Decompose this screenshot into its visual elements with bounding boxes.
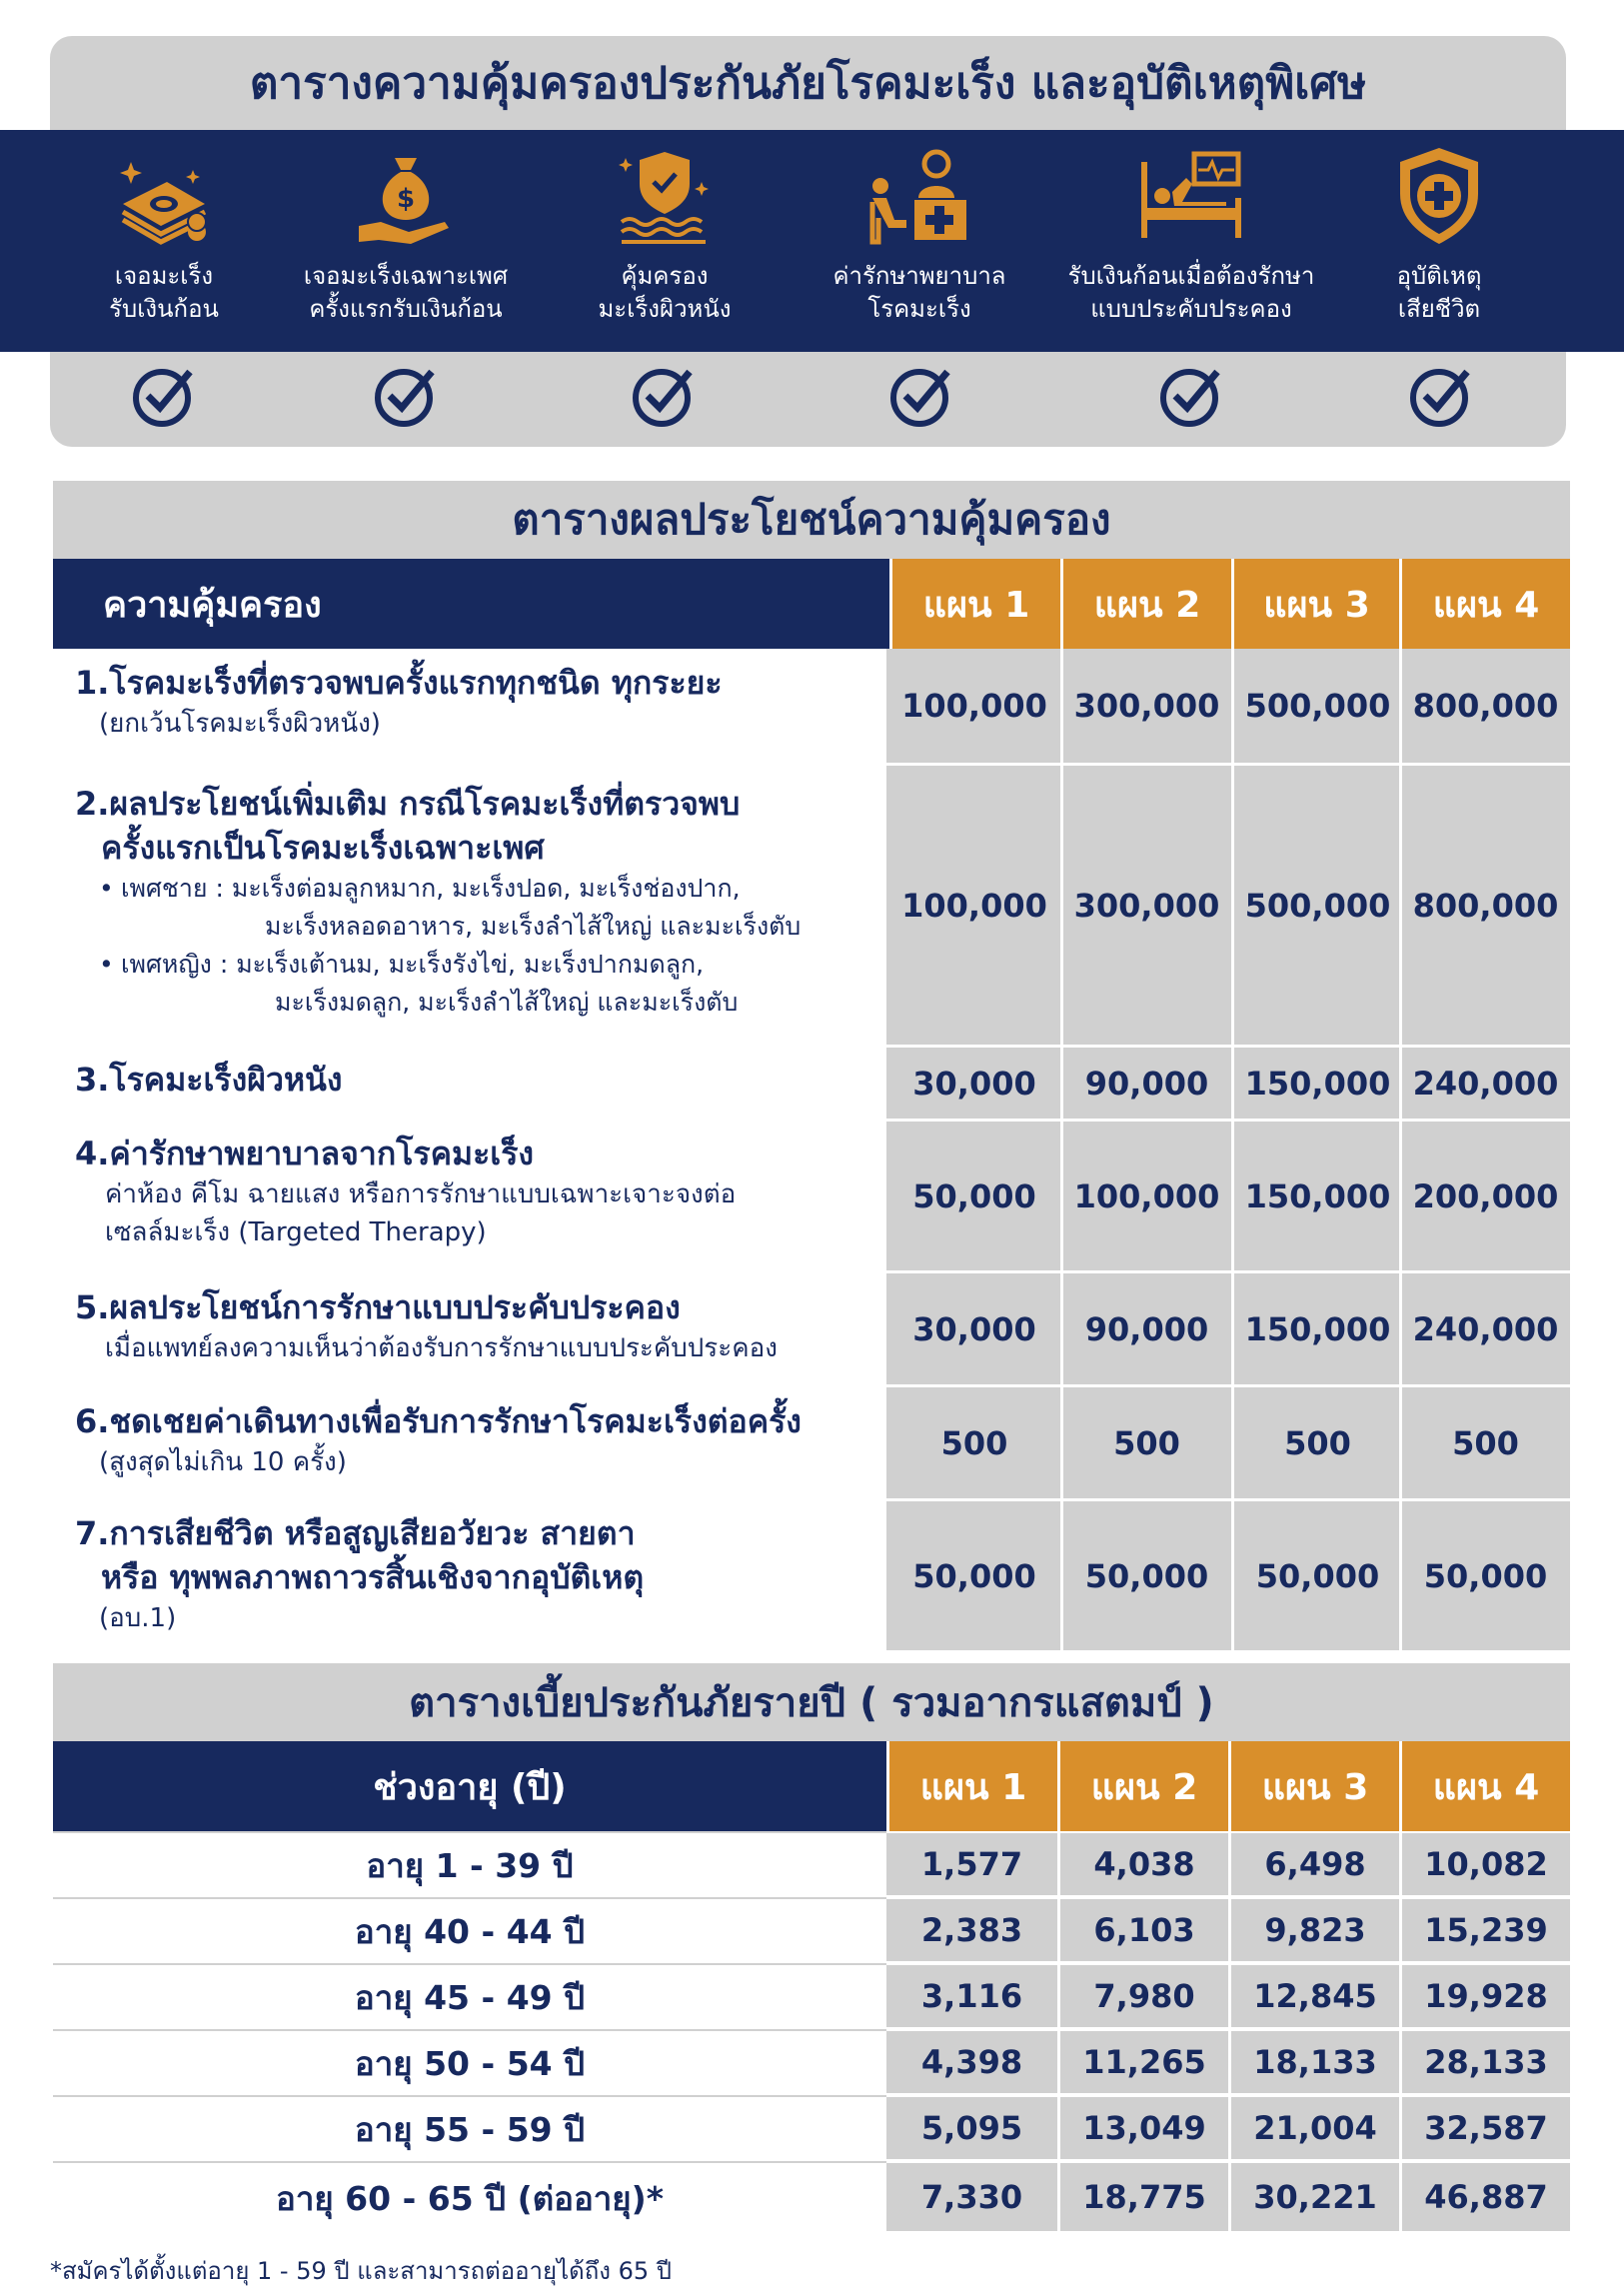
coverage-column-header: ความคุ้มครอง	[53, 559, 889, 649]
age-range: อายุ 1 - 39 ปี	[53, 1833, 886, 1897]
benefit-title-cont: ครั้งแรกเป็นโรคมะเร็งเฉพาะเพศ	[101, 829, 545, 867]
table-row	[53, 1963, 1570, 2029]
footnote: *สมัครได้ตั้งแต่อายุ 1 - 59 ปี และสามารถต่ออายุได้ถึง 65 ปี	[50, 2257, 673, 2285]
benefit-title: 4.ค่ารักษาพยาบาลจากโรคมะเร็ง	[75, 1135, 535, 1172]
coverage-item-label: รับเงินก้อนเมื่อต้องรักษา แบบประคับประคอง	[1067, 262, 1315, 323]
benefit-value: 240,000	[1399, 1048, 1569, 1119]
benefit-value: 50,000	[912, 1556, 1036, 1595]
benefit-value: 500	[1399, 1387, 1569, 1498]
benefit-bullet-female: • เพศหญิง : มะเร็งเต้านม, มะเร็งรังไข่, มะเร็งปากมดลูก,	[99, 950, 705, 979]
plan-3-header: แผน 3	[1234, 559, 1399, 649]
benefit-note: เมื่อแพทย์ลงความเห็นว่าต้องรับการรักษาแบบประคับประคอง	[105, 1333, 778, 1363]
benefits-table-header	[53, 559, 1570, 649]
benefit-value: 90,000	[1060, 1048, 1230, 1119]
premium-value: 5,095	[920, 2109, 1023, 2147]
premium-value: 12,845	[1228, 1965, 1399, 2027]
benefit-value: 150,000	[1231, 1273, 1401, 1384]
premium-table-header	[53, 1741, 1570, 1831]
coverage-summary-title: ตารางความคุ้มครองประกันภัยโรคมะเร็ง และอุบัติเหตุพิเศษ	[249, 58, 1367, 109]
benefits-table-title: ตารางผลประโยชน์ความคุ้มครอง	[53, 481, 1570, 559]
premium-value: 3,116	[920, 1977, 1023, 2015]
svg-text:$: $	[396, 184, 416, 214]
coverage-item-label: ค่ารักษาพยาบาล โรคมะเร็ง	[832, 262, 1006, 323]
benefit-note: ค่าห้อง คีโม ฉายแสง หรือการรักษาแบบเฉพาะเจาะจงต่อ	[105, 1179, 737, 1209]
premium-value: 18,133	[1228, 2031, 1399, 2093]
benefit-title: 1.โรคมะเร็งที่ตรวจพบครั้งแรกทุกชนิด ทุกระยะ	[75, 664, 723, 702]
hospital-bed-icon	[1136, 142, 1246, 252]
benefits-table-body	[53, 649, 1570, 1650]
check-circle-icon	[374, 364, 438, 428]
benefit-value: 100,000	[1060, 1122, 1230, 1270]
benefit-value: 50,000	[912, 1176, 1036, 1215]
table-row	[53, 2029, 1570, 2095]
benefit-value: 100,000	[901, 687, 1047, 725]
premium-value: 6,498	[1228, 1833, 1399, 1895]
benefit-title: 7.การเสียชีวิต หรือสูญเสียอวัยวะ สายตา	[75, 1514, 636, 1552]
coverage-item-cancer-treatment	[790, 130, 1049, 352]
table-row	[53, 2161, 1570, 2233]
benefit-value: 150,000	[1231, 1048, 1401, 1119]
coverage-item-palliative-care	[1061, 130, 1321, 352]
plan-4-header: แผน 4	[1402, 559, 1570, 649]
age-range: อายุ 45 - 49 ปี	[53, 1965, 886, 2029]
premium-value: 6,103	[1057, 1899, 1228, 1961]
coverage-item-label: อุบัติเหตุ เสียชีวิต	[1396, 262, 1482, 323]
plan-1-header: แผน 1	[892, 559, 1060, 649]
money-stack-icon	[109, 142, 219, 252]
benefit-value: 800,000	[1399, 649, 1569, 763]
benefit-value: 150,000	[1231, 1122, 1401, 1270]
benefit-bullet-male: • เพศชาย : มะเร็งต่อมลูกหมาก, มะเร็งปอด, มะเร็งช่องปาก,	[99, 874, 741, 903]
benefit-title: 5.ผลประโยชน์การรักษาแบบประคับประคอง	[75, 1288, 681, 1326]
benefit-note: (สูงสุดไม่เกิน 10 ครั้ง)	[99, 1447, 347, 1477]
benefit-note: เซลล์มะเร็ง (Targeted Therapy)	[105, 1217, 487, 1247]
premium-value: 7,980	[1057, 1965, 1228, 2027]
table-row	[53, 1831, 1570, 1897]
coverage-icon-band	[0, 130, 1624, 352]
benefit-value: 800,000	[1399, 766, 1569, 1045]
benefit-value: 500	[940, 1423, 1008, 1462]
premium-value: 28,133	[1399, 2031, 1570, 2093]
benefit-bullet-female-cont: มะเร็งมดลูก, มะเร็งลำไส้ใหญ่ และมะเร็งตับ	[275, 988, 739, 1017]
plan-3-header: แผน 3	[1231, 1741, 1399, 1831]
benefit-bullet-male-cont: มะเร็งหลอดอาหาร, มะเร็งลำไส้ใหญ่ และมะเร็งตับ	[265, 912, 802, 941]
premium-value: 2,383	[920, 1911, 1023, 1949]
premium-value: 10,082	[1399, 1833, 1570, 1895]
benefit-value: 300,000	[1060, 766, 1230, 1045]
money-bag-hand-icon	[351, 142, 461, 252]
premium-value: 18,775	[1057, 2163, 1228, 2231]
benefit-title: 6.ชดเชยค่าเดินทางเพื่อรับการรักษาโรคมะเร็งต่อครั้ง	[75, 1402, 802, 1440]
benefit-value: 50,000	[1060, 1501, 1230, 1650]
premium-value: 7,330	[920, 2178, 1023, 2216]
check-circle-icon	[1409, 364, 1473, 428]
plan-2-header: แผน 2	[1060, 1741, 1228, 1831]
check-circle-icon	[1159, 364, 1223, 428]
check-circle-icon	[889, 364, 953, 428]
premium-value: 21,004	[1228, 2097, 1399, 2159]
age-range: อายุ 60 - 65 ปี (ต่ออายุ)*	[53, 2163, 886, 2233]
doctor-patient-icon	[864, 142, 974, 252]
premium-value: 46,887	[1399, 2163, 1570, 2231]
premium-value: 15,239	[1399, 1899, 1570, 1961]
benefit-value: 100,000	[901, 886, 1047, 925]
age-column-header: ช่วงอายุ (ปี)	[53, 1741, 886, 1831]
coverage-item-label: คุ้มครอง มะเร็งผิวหนัง	[598, 262, 732, 323]
coverage-item-skin-cancer	[535, 130, 795, 352]
coverage-item-accident-death	[1309, 130, 1569, 352]
benefit-title-cont: หรือ ทุพพลภาพถาวรสิ้นเชิงจากอุบัติเหตุ	[101, 1558, 645, 1596]
shield-skin-icon	[610, 142, 720, 252]
premium-value: 30,221	[1228, 2163, 1399, 2231]
coverage-item-label: เจอมะเร็ง รับเงินก้อน	[109, 262, 219, 323]
table-row	[53, 649, 1570, 763]
age-range: อายุ 40 - 44 ปี	[53, 1899, 886, 1963]
benefit-value: 50,000	[1399, 1501, 1569, 1650]
benefit-value: 240,000	[1399, 1273, 1569, 1384]
benefit-title: 3.โรคมะเร็งผิวหนัง	[75, 1061, 343, 1099]
premium-value: 13,049	[1057, 2097, 1228, 2159]
table-row	[53, 1897, 1570, 1963]
coverage-item-cancer-lump-sum	[34, 130, 294, 352]
plan-2-header: แผน 2	[1063, 559, 1231, 649]
premium-table-title: ตารางเบี้ยประกันภัยรายปี ( รวมอากรแสตมป์ )	[53, 1663, 1570, 1741]
benefit-value: 50,000	[1231, 1501, 1401, 1650]
table-row	[53, 2095, 1570, 2161]
coverage-item-label: เจอมะเร็งเฉพาะเพศ ครั้งแรกรับเงินก้อน	[303, 262, 509, 323]
table-row	[53, 1119, 1570, 1270]
benefit-value: 300,000	[1060, 649, 1230, 763]
benefit-value: 30,000	[912, 1309, 1036, 1348]
check-circle-icon	[132, 364, 196, 428]
age-range: อายุ 50 - 54 ปี	[53, 2031, 886, 2095]
benefit-value: 30,000	[912, 1064, 1036, 1103]
benefit-value: 500,000	[1231, 649, 1401, 763]
table-row	[53, 1045, 1570, 1119]
check-circle-icon	[632, 364, 696, 428]
premium-value: 11,265	[1057, 2031, 1228, 2093]
benefit-value: 200,000	[1399, 1122, 1569, 1270]
benefit-title: 2.ผลประโยชน์เพิ่มเติม กรณีโรคมะเร็งที่ตรวจพบ	[75, 785, 741, 823]
premium-value: 4,038	[1057, 1833, 1228, 1895]
benefit-value: 500	[1060, 1387, 1230, 1498]
shield-cross-icon	[1384, 142, 1494, 252]
premium-value: 4,398	[920, 2043, 1023, 2081]
age-range: อายุ 55 - 59 ปี	[53, 2097, 886, 2161]
benefit-value: 90,000	[1060, 1273, 1230, 1384]
premium-value: 9,823	[1228, 1899, 1399, 1961]
table-row	[53, 1270, 1570, 1384]
table-row	[53, 1498, 1570, 1650]
benefit-note: (ยกเว้นโรคมะเร็งผิวหนัง)	[99, 709, 381, 739]
premium-value: 19,928	[1399, 1965, 1570, 2027]
premium-value: 32,587	[1399, 2097, 1570, 2159]
benefit-value: 500	[1231, 1387, 1401, 1498]
coverage-item-gender-cancer	[276, 130, 536, 352]
table-row	[53, 763, 1570, 1045]
plan-1-header: แผน 1	[889, 1741, 1057, 1831]
premium-value: 1,577	[920, 1845, 1023, 1883]
premium-table-body	[53, 1831, 1570, 2235]
table-row	[53, 1384, 1570, 1498]
benefit-value: 500,000	[1231, 766, 1401, 1045]
plan-4-header: แผน 4	[1402, 1741, 1570, 1831]
benefit-note: (อบ.1)	[99, 1603, 177, 1633]
